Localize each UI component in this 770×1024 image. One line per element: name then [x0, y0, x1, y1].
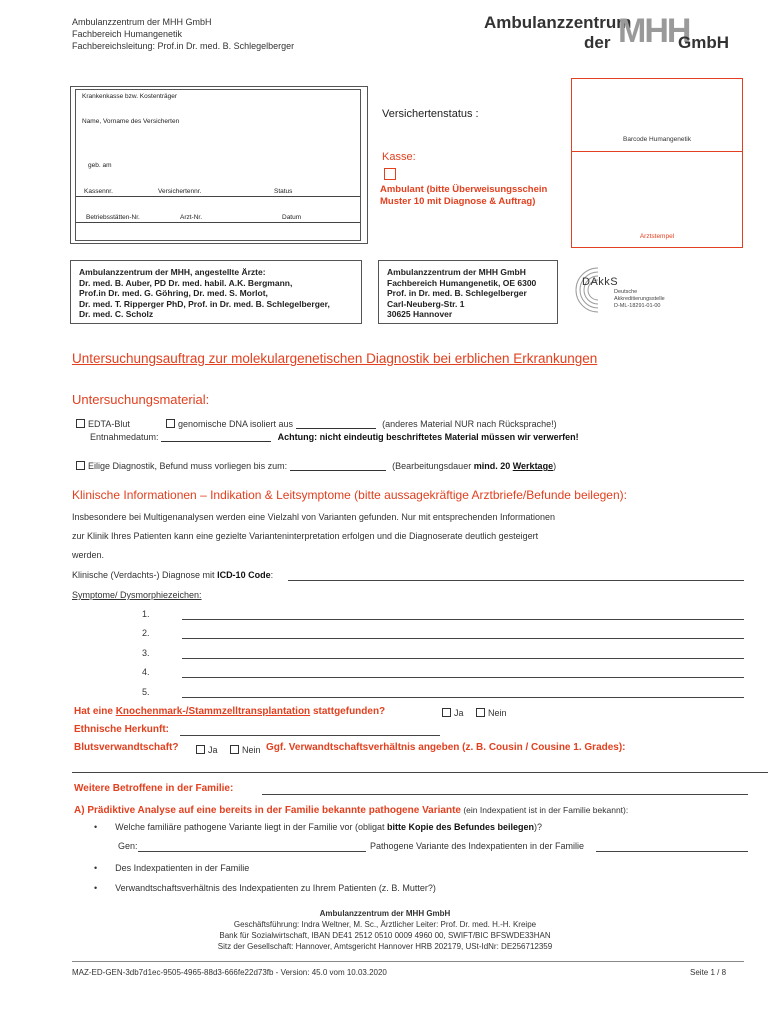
address-box — [378, 260, 558, 324]
symptom-number: 1. — [142, 609, 150, 619]
symptome-label: Symptome/ Dysmorphiezeichen: — [72, 590, 202, 600]
symptom-field-5[interactable] — [182, 697, 744, 698]
diagnose-post: : — [270, 570, 274, 580]
eilig-date-field[interactable] — [290, 470, 386, 471]
barcode-stamp-box[interactable] — [571, 78, 743, 248]
insurance-inner-box — [75, 89, 361, 241]
bullet-1-bold: bitte Kopie des Befundes beilegen — [386, 822, 534, 832]
bearb-post: ) — [553, 461, 557, 471]
doctors-line: Dr. med. T. Ripperger PhD, Prof. in Dr. med. B. Schlegelberger, — [79, 298, 330, 309]
nein-label: Nein — [242, 745, 261, 755]
address-line: Carl-Neuberg-Str. 1 — [387, 298, 465, 309]
dna-label: genomische DNA isoliert aus — [178, 419, 294, 429]
name-label: Name, Vorname des Versicherten — [82, 118, 180, 125]
footer-line: Bank für Sozialwirtschaft, IBAN DE41 2512 0510 0009 4960 00, SWIFT/BIC BFSWDE33HAN — [219, 931, 551, 940]
symptom-field-1[interactable] — [182, 619, 744, 620]
doctors-line: Dr. med. B. Auber, PD Dr. med. habil. A.K. Bergmann, — [79, 277, 293, 288]
edta-label: EDTA-Blut — [88, 419, 130, 429]
achtung-label: Achtung: nicht eindeutig beschriftetes Material müssen wir verwerfen! — [277, 432, 579, 442]
praediktiv-black: (ein Indexpatient ist in der Familie bekannt): — [460, 805, 629, 815]
header-line: Fachbereich Humangenetik — [72, 29, 183, 39]
kasse-label: Krankenkasse bzw. Kostenträger — [82, 93, 178, 100]
bullet-dot: • — [94, 822, 98, 832]
dakks-logo — [570, 258, 740, 326]
gen-field[interactable] — [138, 851, 366, 852]
geb-label: geb. am — [88, 162, 112, 169]
blut-nein — [230, 744, 261, 756]
symptom-field-3[interactable] — [182, 658, 744, 659]
symptom-number: 5. — [142, 687, 150, 697]
edta-row — [76, 418, 130, 430]
edta-checkbox[interactable] — [76, 419, 85, 428]
klinisch-p2: zur Klinik Ihres Patienten kann eine gezielte Varianteninterpretation erfolgen und die Diagnoserate deutlich gesteigert — [72, 531, 539, 541]
weitere-heading: Weitere Betroffene in der Familie: — [74, 783, 234, 794]
transplant-ja-checkbox[interactable] — [442, 708, 451, 717]
bullet-1 — [94, 821, 542, 833]
arzt-label: Arzt-Nr. — [180, 214, 203, 221]
gen-label: Gen: — [118, 841, 138, 851]
dakks-line: Akkreditierungsstelle — [614, 296, 665, 302]
logo-mhh: MHH — [618, 12, 690, 50]
blut-nein-checkbox[interactable] — [230, 745, 239, 754]
symptom-number: 3. — [142, 648, 150, 658]
divider — [76, 196, 360, 197]
diagnose-field[interactable] — [288, 580, 744, 581]
entnahme-row — [90, 431, 579, 443]
ja-label: Ja — [454, 708, 464, 718]
bullet-1-post: )? — [534, 822, 543, 832]
transplant-nein — [476, 707, 507, 719]
footer-bold: Ambulanzzentrum der MHH GmbH — [319, 909, 451, 918]
page-number: Seite 1 / 8 — [690, 968, 727, 977]
versichertenstatus-title: Versichertenstatus : — [382, 108, 479, 120]
footer — [0, 908, 770, 952]
ethnisch-label: Ethnische Herkunft: — [74, 724, 170, 735]
dna-checkbox[interactable] — [166, 419, 175, 428]
main-title: Untersuchungsauftrag zur molekulargenetischen Diagnostik bei erblichen Erkrankungen — [72, 351, 598, 366]
doctors-line: Dr. med. C. Scholz — [79, 309, 154, 320]
logo-text-gmbh: GmbH — [678, 33, 729, 52]
transplant-pre: Hat eine — [74, 706, 116, 717]
transplant-question — [74, 706, 385, 717]
entnahme-field[interactable] — [161, 441, 271, 442]
entnahme-label: Entnahmedatum: — [90, 432, 159, 442]
diagnose-pre: Klinische (Verdachts-) Diagnose mit — [72, 570, 218, 580]
doctors-box — [70, 260, 362, 324]
praediktiv-red: A) Prädiktive Analyse auf eine bereits in der Familie bekannte pathogene Variante — [74, 805, 461, 816]
datum-label: Datum — [282, 214, 302, 221]
bullet-2 — [94, 862, 249, 874]
dakks-name: DAkkS — [582, 276, 619, 288]
dakks-text — [614, 289, 665, 310]
diagnose-row — [72, 569, 273, 581]
bearb-bold: mind. 20 — [473, 461, 513, 471]
ethnisch-field[interactable] — [180, 735, 440, 736]
mhh-logo — [484, 10, 734, 54]
verwandtschaft-field[interactable] — [72, 772, 768, 773]
pathogen-field[interactable] — [596, 851, 748, 852]
footer-line: Geschäftsführung: Indra Weltner, M. Sc., Ärztlicher Leiter: Prof. Dr. med. H.-H. Kreipe — [233, 920, 537, 929]
bullet-1-pre: Welche familiäre pathogene Variante liegt in der Familie vor (obligat — [115, 822, 387, 832]
betrieb-label: Betriebsstätten-Nr. — [86, 214, 140, 221]
diagnose-bold: ICD-10 Code — [217, 570, 271, 580]
eilig-label: Eilige Diagnostik, Befund muss vorliegen bis zum: — [88, 461, 288, 471]
pathogen-label: Pathogene Variante des Indexpatienten in der Familie — [370, 841, 584, 851]
bearb-pre: (Bearbeitungsdauer — [392, 461, 474, 471]
klinisch-p3: werden. — [72, 550, 105, 560]
doctors-line: Ambulanzzentrum der MHH, angestellte Ärzte: — [79, 267, 266, 277]
bullet-dot: • — [94, 883, 98, 893]
address-line: Prof. in Dr. med. B. Schlegelberger — [387, 288, 527, 299]
bearb-ul: Werktage — [512, 461, 554, 471]
anderes-label: (anderes Material NUR nach Rücksprache!) — [382, 419, 557, 429]
dakks-line: D-ML-18291-01-00 — [614, 303, 661, 309]
symptom-number: 4. — [142, 667, 150, 677]
versichertennr-label: Versichertennr. — [158, 188, 202, 195]
dna-row — [166, 418, 557, 430]
header-line: Ambulanzzentrum der MHH GmbH — [72, 17, 212, 27]
logo-text-top: Ambulanzzentrum — [484, 13, 632, 32]
ja-label: Ja — [208, 745, 218, 755]
address-line: Fachbereich Humangenetik, OE 6300 — [387, 277, 537, 288]
insurance-box[interactable] — [70, 86, 368, 244]
symptom-field-2[interactable] — [182, 638, 744, 639]
logo-text-der: der — [584, 33, 611, 52]
bullet-dot: • — [94, 863, 98, 873]
kasse-checkbox[interactable] — [384, 168, 396, 180]
status-label: Status — [274, 188, 293, 195]
bullet-3 — [94, 882, 436, 894]
transplant-ul: Knochenmark-/Stammzelltransplantation — [115, 706, 311, 717]
divider — [76, 222, 360, 223]
blut-ja-checkbox[interactable] — [196, 745, 205, 754]
bullet-2-text: Des Indexpatienten in der Familie — [115, 863, 250, 873]
footer-divider — [72, 961, 744, 962]
transplant-nein-checkbox[interactable] — [476, 708, 485, 717]
transplant-ja — [442, 707, 464, 719]
eilig-checkbox[interactable] — [76, 461, 85, 470]
symptom-field-4[interactable] — [182, 677, 744, 678]
kassennr-label: Kassennr. — [84, 188, 113, 195]
divider — [572, 151, 742, 152]
kasse-label: Kasse: — [382, 151, 416, 163]
blut-label: Blutsverwandtschaft? — [74, 742, 179, 753]
nein-label: Nein — [488, 708, 507, 718]
blut-ja — [196, 744, 218, 756]
arztstempel-label: Arztstempel — [639, 233, 675, 240]
bullet-3-text: Verwandtschaftsverhältnis des Indexpatienten zu Ihrem Patienten (z. B. Mutter?) — [115, 883, 436, 893]
barcode-label: Barcode Humangenetik — [623, 136, 691, 143]
address-line: Ambulanzzentrum der MHH GmbH — [387, 267, 526, 277]
klinisch-heading: Klinische Informationen – Indikation & Leitsymptome (bitte aussagekräftige Arztbriefe/Befunde beilegen): — [72, 488, 627, 502]
ambulant-label: Ambulant (bitte Überweisungsschein Muster 10 mit Diagnose & Auftrag) — [380, 184, 548, 207]
footer-line: Sitz der Gesellschaft: Hannover, Amtsgericht Hannover HRB 202179, USt-IdNr: DE256712359 — [217, 942, 553, 951]
transplant-post: stattgefunden? — [310, 706, 386, 717]
weitere-field[interactable] — [262, 794, 748, 795]
dakks-line: Deutsche — [614, 289, 638, 295]
doc-id: MAZ-ED-GEN-3db7d1ec-9505-4965-88d3-666fe22d73fb - Version: 45.0 vom 10.03.2020 — [72, 968, 387, 977]
doctors-line: Prof.in Dr. med. G. Göhring, Dr. med. S. Morlot, — [79, 288, 268, 299]
praediktiv-row — [74, 805, 628, 816]
ggf-label: Ggf. Verwandtschaftsverhältnis angeben (z. B. Cousin / Cousine 1. Grades): — [266, 742, 626, 753]
address-line: 30625 Hannover — [387, 309, 453, 320]
header-text — [72, 16, 294, 52]
klinisch-p1: Insbesondere bei Multigenanalysen werden eine Vielzahl von Varianten gefunden. Nur mit entsprechenden Informationen — [72, 512, 555, 522]
header-line: Fachbereichsleitung: Prof.in Dr. med. B. Schlegelberger — [72, 41, 295, 51]
eilig-row — [76, 460, 556, 472]
dna-source-field[interactable] — [296, 428, 376, 429]
material-heading: Untersuchungsmaterial: — [72, 392, 210, 407]
symptom-number: 2. — [142, 628, 150, 638]
